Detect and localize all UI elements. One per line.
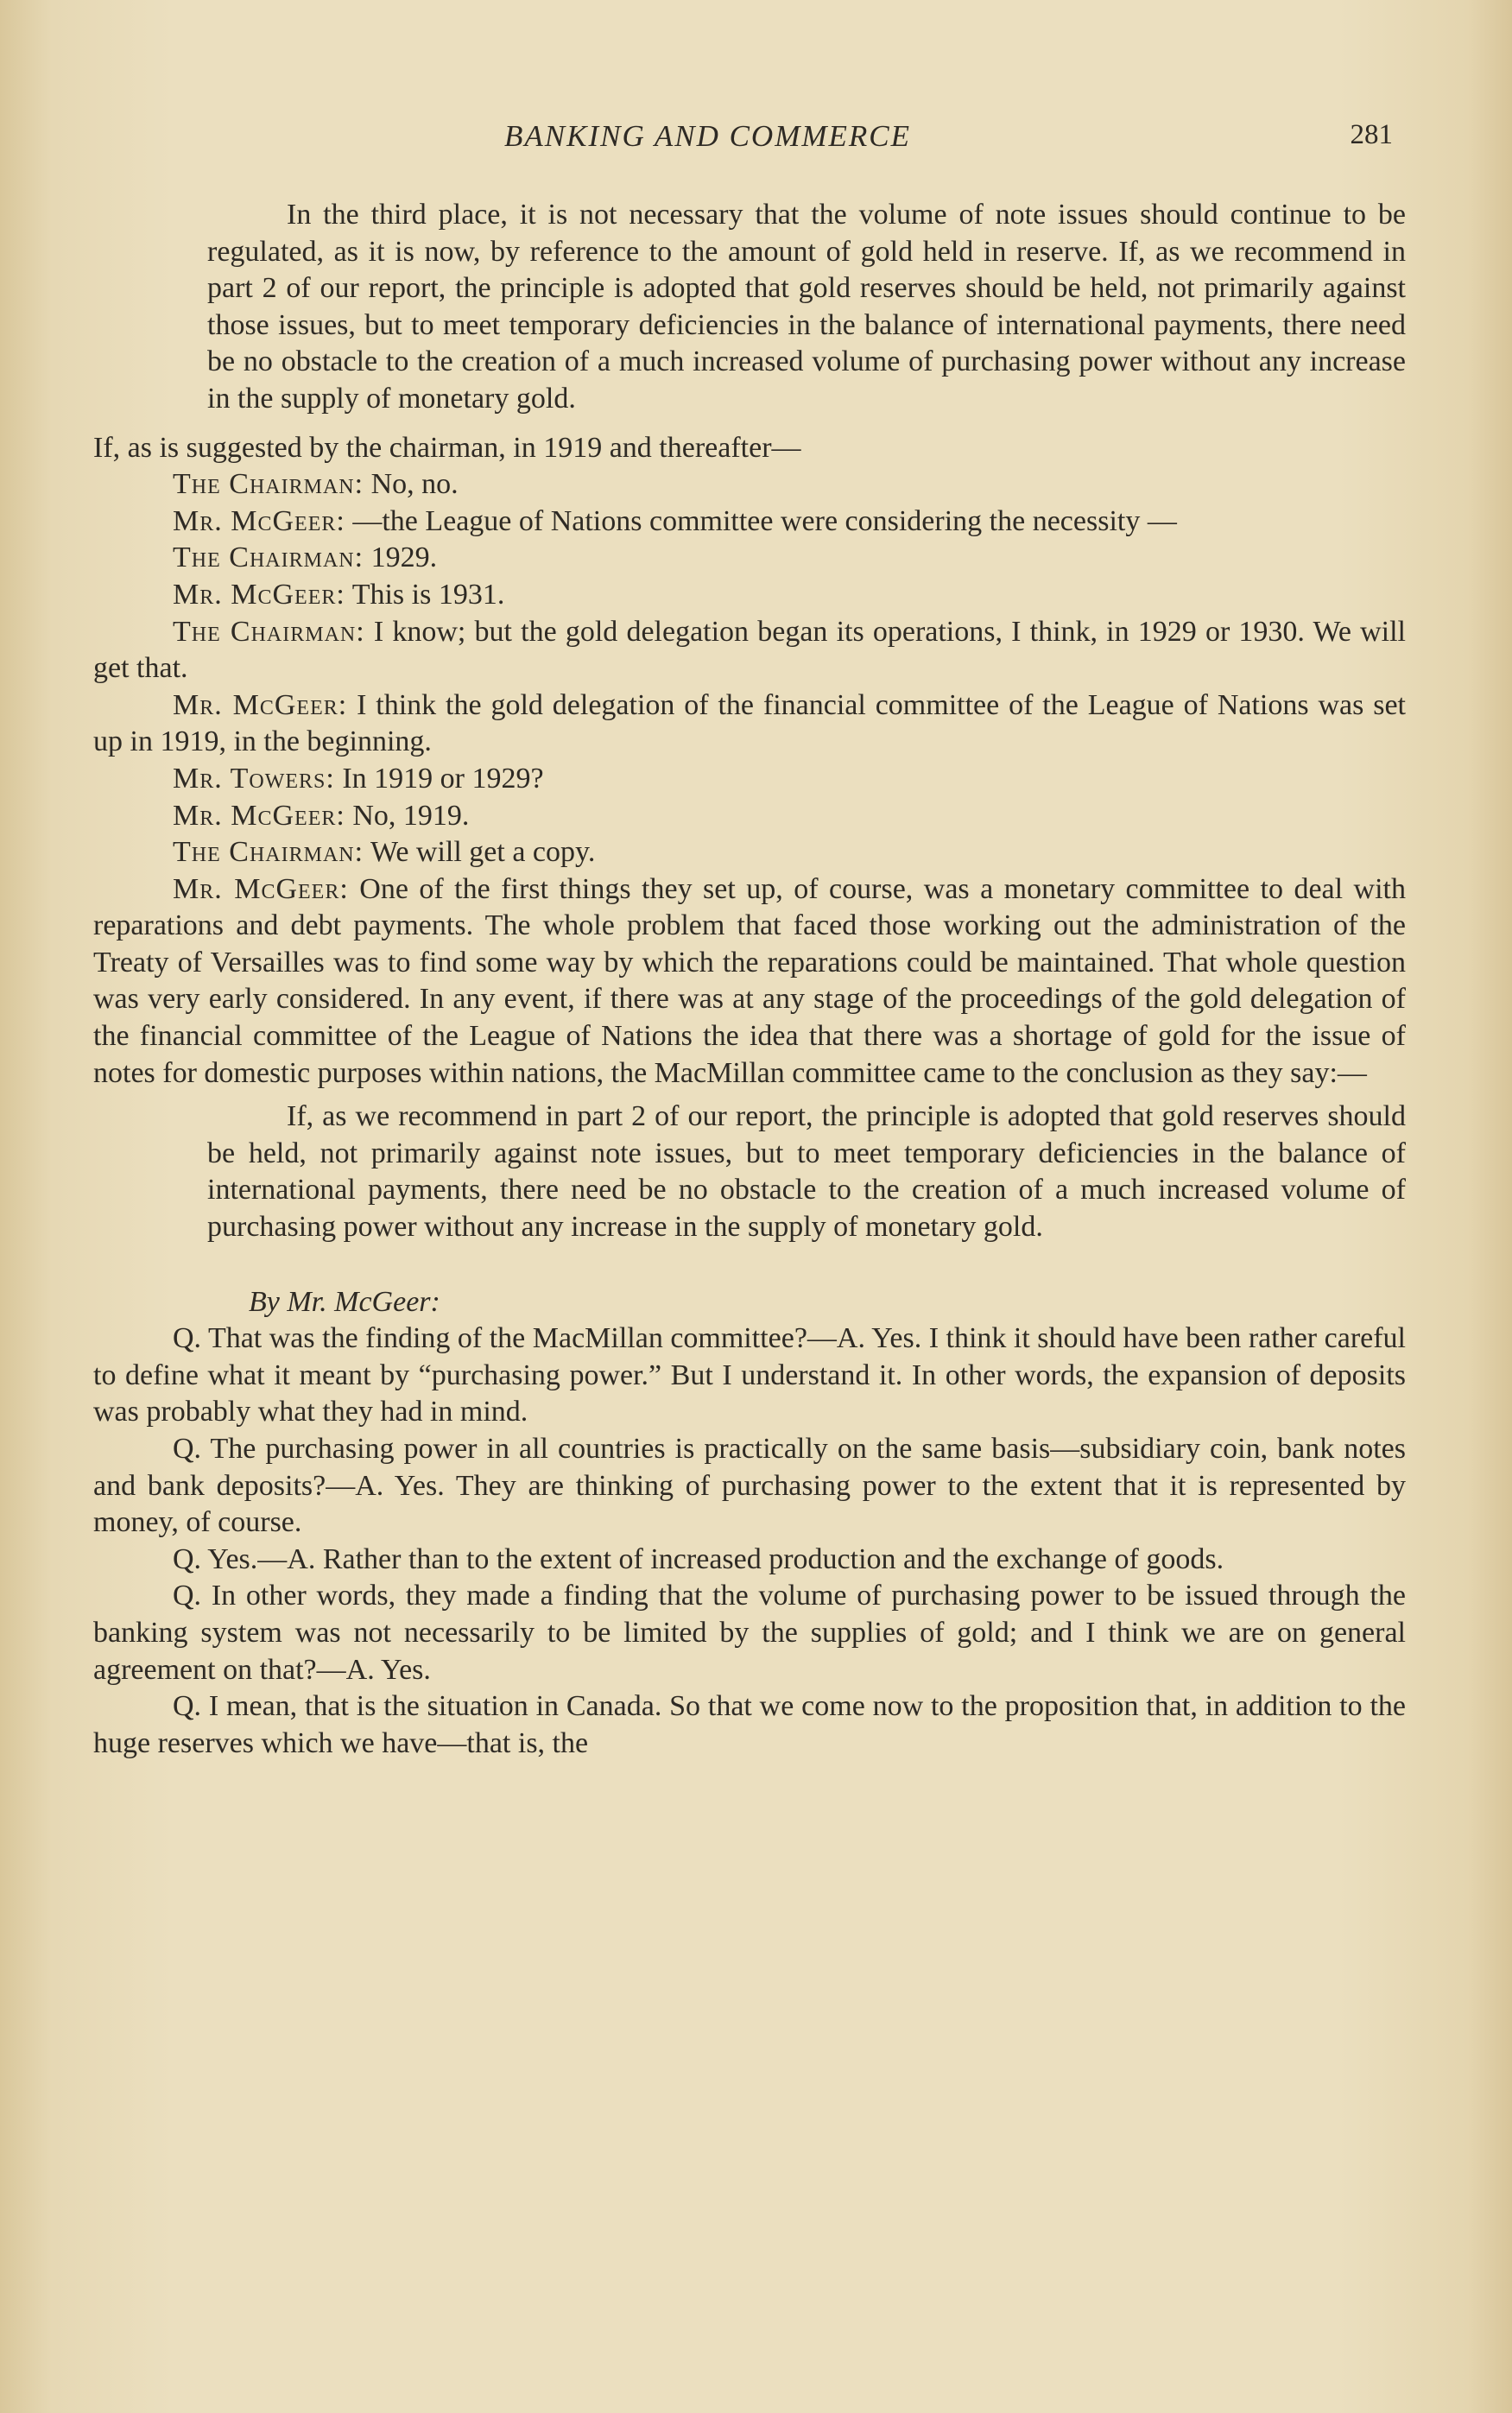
speaker: The Chairman:: [173, 542, 364, 574]
speaker: The Chairman:: [173, 836, 364, 869]
speech: [93, 871, 1406, 1092]
qa-paragraph: Q. I mean, that is the situation in Canada. So that we come now to the proposition that, in addition to the huge reserves which we have—that is, the: [93, 1690, 1406, 1759]
block-quote: In the third place, it is not necessary that the volume of note issues should continue to be regulated, as it is now, by reference to the amount of gold held in reserve. If, as we recommend in part 2 of our report, the principle is adopted that gold reserves should be held, not primarily against those issues, but to meet temporary deficiencies in the balance of international payments, there need be no obstacle to the creation of a much increased volume of purchasing power without any increase in the supply of monetary gold.: [207, 199, 1406, 415]
speaker: Mr. McGeer:: [173, 578, 345, 611]
speech: [93, 504, 1406, 541]
speech: [93, 577, 1406, 614]
speech-text: —the League of Nations committee were considering the necessity —: [352, 504, 1177, 537]
page-number: 281: [1350, 119, 1393, 150]
running-head-title: BANKING AND COMMERCE: [504, 119, 912, 153]
speaker: Mr. McGeer:: [173, 504, 345, 537]
speech: [93, 687, 1406, 761]
speech: [93, 466, 1406, 504]
block-quote: If, as we recommend in part 2 of our report, the principle is adopted that gold reserves should be held, not primarily against note issues, but to meet temporary deficiencies in the balance of international payments, there need be no obstacle to the creation of a much increased volume of purchasing power without any increase in the supply of monetary gold.: [207, 1100, 1406, 1244]
speaker: Mr. McGeer:: [173, 799, 345, 832]
speech-text: We will get a copy.: [370, 836, 596, 869]
speech: [93, 834, 1406, 871]
speech-text: I know; but the gold delegation began its operations, I think, in 1929 or 1930. We will get that.: [93, 615, 1406, 685]
speaker: The Chairman:: [173, 468, 364, 501]
speech-text: One of the first things they set up, of course, was a monetary committee to deal with reparations and debt payments. The whole problem that faced those working out the administration of the Treaty of Versailles was to find some way by which the reparations could be maintained. That whole question was very early considered. In any event, if there was at any stage of the proceedings of the gold delegation of the financial committee of the League of Nations the idea that there was a shortage of gold for the issue of notes for domestic purposes within nations, the MacMillan committee came to the conclusion as they say:—: [93, 872, 1406, 1089]
speech: [93, 798, 1406, 835]
paragraph: If, as is suggested by the chairman, in 1919 and thereafter—: [93, 431, 801, 464]
qa-paragraph: Q. Yes.—A. Rather than to the extent of increased production and the exchange of goods.: [173, 1542, 1224, 1575]
speech-text: No, 1919.: [352, 799, 470, 832]
speech-text: This is 1931.: [351, 578, 505, 611]
byline: By Mr. McGeer:: [249, 1285, 440, 1318]
speaker: Mr. Towers:: [173, 762, 335, 795]
speaker: Mr. McGeer:: [173, 872, 349, 905]
running-head: [0, 119, 1512, 162]
page-body: [93, 197, 1406, 1762]
speaker: Mr. McGeer:: [173, 688, 348, 721]
speech-text: In 1919 or 1929?: [342, 762, 544, 795]
qa-paragraph: Q. In other words, they made a finding that the volume of purchasing power to be issued through the banking system was not necessarily to be limited by the supplies of gold; and I think we are on general agreement on that?—A. Yes.: [93, 1580, 1406, 1686]
qa-paragraph: Q. That was the finding of the MacMillan committee?—A. Yes. I think it should have been rather careful to define what it meant by “purchasing power.” But I understand it. In other words, the expansion of deposits was probably what they had in mind.: [93, 1322, 1406, 1428]
speech-text: No, no.: [370, 468, 459, 501]
speech: [93, 761, 1406, 798]
speech: [93, 540, 1406, 577]
speech-text: 1929.: [370, 542, 438, 574]
qa-paragraph: Q. The purchasing power in all countries is practically on the same basis—subsidiary coin, bank notes and bank deposits?—A. Yes. They are thinking of purchasing power to the extent that it is represented by money, of course.: [93, 1433, 1406, 1539]
speech-text: I think the gold delegation of the financial committee of the League of Nations was set up in 1919, in the beginning.: [93, 688, 1407, 758]
speaker: The Chairman:: [173, 615, 365, 648]
speech: [93, 614, 1406, 687]
